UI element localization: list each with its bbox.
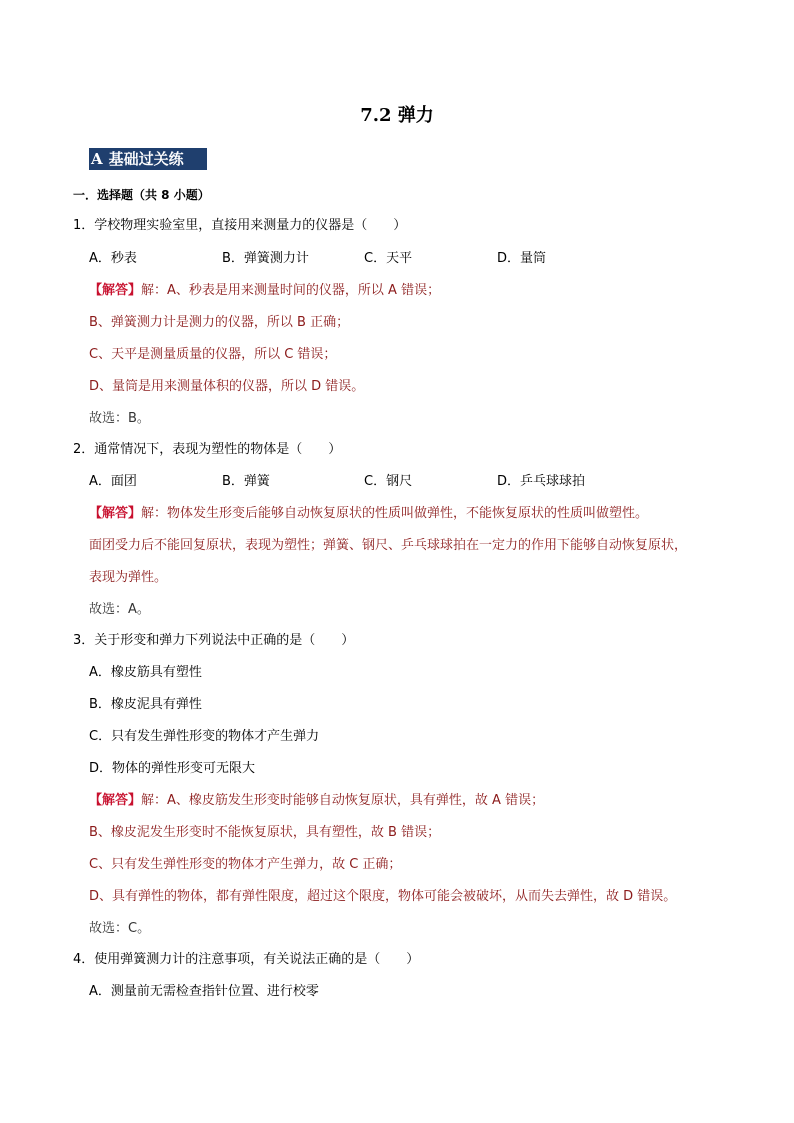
section-heading: 一．选择题（共 8 小题）: [73, 188, 210, 202]
question-3-option-d: D．物体的弹性形变可无限大: [89, 761, 256, 776]
section-badge: [89, 148, 207, 170]
question-1-answer-line-2: B、弹簧测力计是测力的仪器，所以 B 正确；: [89, 315, 350, 330]
question-3-option-b: B．橡皮泥具有弹性: [89, 697, 202, 712]
question-3-answer-line-1: [89, 792, 544, 810]
question-2-option-a: A．面团: [89, 474, 137, 489]
question-3-answer-line-4: D、具有弹性的物体，都有弹性限度，超过这个限度，物体可能会被破坏，从而失去弹性，故 D 错误。: [89, 889, 677, 904]
question-1-conclusion: 故选：B。: [89, 411, 150, 426]
question-2-answer-line-1: [89, 505, 648, 523]
question-2-answer-line-2: 面团受力后不能回复原状，表现为塑性；弹簧、钢尺、乒乓球球拍在一定力的作用下能够自动恢复原状，: [89, 538, 688, 553]
question-3-option-c: C．只有发生弹性形变的物体才产生弹力: [89, 729, 320, 744]
question-4-option-a: A．测量前无需检查指针位置、进行校零: [89, 984, 319, 999]
question-3-answer-line-3: C、只有发生弹性形变的物体才产生弹力，故 C 正确；: [89, 857, 402, 872]
badge-letter: A: [91, 150, 103, 168]
question-1-option-c: C．天平: [364, 251, 413, 266]
question-1-option-d: D．量筒: [497, 251, 547, 266]
question-1-stem: 1．学校物理实验室里，直接用来测量力的仪器是（ ）: [73, 218, 407, 233]
question-3-option-a: A．橡皮筋具有塑性: [89, 665, 202, 680]
question-2-option-d: D．乒乓球球拍: [497, 474, 586, 489]
badge-text: 基础过关练: [108, 150, 184, 168]
question-2-option-c: C．钢尺: [364, 474, 413, 489]
question-1-answer-line-3: C、天平是测量质量的仪器，所以 C 错误；: [89, 347, 337, 362]
question-3-conclusion: 故选：C。: [89, 921, 151, 936]
question-3-stem: 3．关于形变和弹力下列说法中正确的是（ ）: [73, 633, 355, 648]
answer-text: 解：A、橡皮筋发生形变时能够自动恢复原状，具有弹性，故 A 错误；: [141, 793, 545, 808]
question-2-option-b: B．弹簧: [222, 474, 270, 489]
question-1-answer-line-1: [89, 282, 440, 300]
question-2-stem: 2．通常情况下，表现为塑性的物体是（ ）: [73, 442, 342, 457]
question-1-answer-line-4: D、量筒是用来测量体积的仪器，所以 D 错误。: [89, 379, 365, 394]
question-3-answer-line-2: B、橡皮泥发生形变时不能恢复原状，具有塑性，故 B 错误；: [89, 825, 441, 840]
page-title: 7.2 弹力: [360, 105, 434, 126]
question-2-answer-line-3: 表现为弹性。: [89, 570, 168, 585]
question-2-conclusion: 故选：A。: [89, 602, 150, 617]
answer-text: 解：物体发生形变后能够自动恢复原状的性质叫做弹性，不能恢复原状的性质叫做塑性。: [141, 506, 649, 521]
question-1-option-b: B．弹簧测力计: [222, 251, 309, 266]
question-1-option-a: A．秒表: [89, 251, 137, 266]
answer-tag: 【解答】: [89, 793, 142, 808]
answer-text: 解：A、秒表是用来测量时间的仪器，所以 A 错误；: [141, 283, 441, 298]
answer-tag: 【解答】: [89, 283, 142, 298]
question-4-stem: 4．使用弹簧测力计的注意事项，有关说法正确的是（ ）: [73, 952, 420, 967]
answer-tag: 【解答】: [89, 506, 142, 521]
